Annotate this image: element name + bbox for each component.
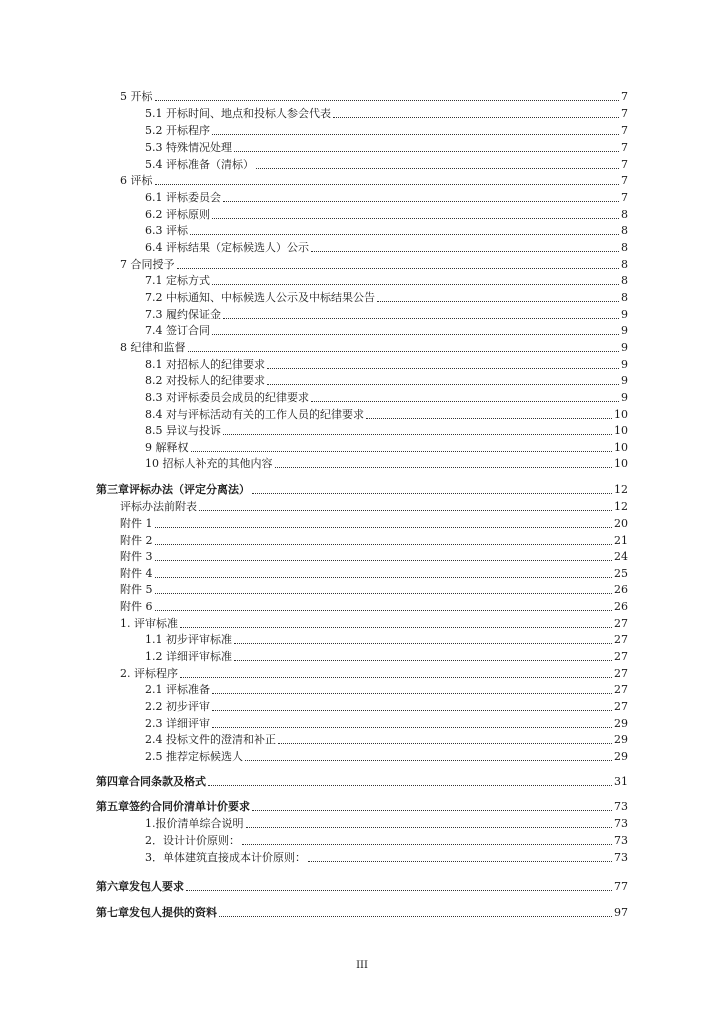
toc-dot-leader	[199, 510, 612, 511]
toc-chapter-entry[interactable]	[96, 773, 628, 789]
toc-dot-leader	[333, 117, 619, 118]
toc-dot-leader	[155, 544, 613, 545]
toc-dot-leader	[275, 467, 613, 468]
toc-entry-title: 5.2 开标程序	[145, 124, 210, 137]
toc-page-number: 27	[614, 617, 628, 630]
toc-entry[interactable]	[145, 122, 628, 138]
toc-page-number: 29	[614, 717, 628, 730]
toc-entry-title: 5.3 特殊情况处理	[145, 141, 232, 154]
toc-page-number: 27	[614, 683, 628, 696]
toc-chapter-entry[interactable]	[96, 798, 628, 814]
toc-page-number: 7	[621, 141, 628, 154]
toc-entry-title: 附件 5	[120, 583, 153, 596]
toc-page-number: 8	[621, 258, 628, 271]
toc-page-number: 31	[614, 775, 628, 788]
toc-page-number: 10	[614, 408, 628, 421]
toc-entry[interactable]	[145, 272, 628, 288]
toc-page-number: 7	[621, 107, 628, 120]
toc-entry[interactable]	[145, 356, 628, 372]
toc-page-number: 27	[614, 667, 628, 680]
toc-entry-title: 7.1 定标方式	[145, 274, 210, 287]
toc-chapter-entry[interactable]	[96, 878, 628, 894]
toc-dot-leader	[308, 861, 612, 862]
toc-dot-leader	[223, 434, 612, 435]
toc-chapter-entry[interactable]	[96, 481, 628, 497]
toc-page-number: 8	[621, 208, 628, 221]
toc-entry[interactable]	[145, 698, 628, 714]
toc-dot-leader	[252, 810, 612, 811]
toc-entry[interactable]	[145, 222, 628, 238]
toc-entry-title: 8.3 对评标委员会成员的纪律要求	[145, 391, 309, 404]
toc-dot-leader	[186, 890, 612, 891]
toc-dot-leader	[234, 643, 612, 644]
toc-entry[interactable]	[120, 565, 628, 581]
toc-dot-leader	[223, 318, 619, 319]
toc-page-number: 9	[621, 341, 628, 354]
toc-entry-title: 7 合同授予	[120, 258, 175, 271]
toc-page-number: 10	[614, 457, 628, 470]
toc-entry-title: 2.1 评标准备	[145, 683, 210, 696]
toc-dot-leader	[212, 284, 619, 285]
toc-entry-title: 第七章发包人提供的资料	[96, 906, 217, 919]
toc-dot-leader	[155, 593, 613, 594]
toc-entry[interactable]	[120, 598, 628, 614]
page-number-footer: III	[356, 960, 368, 971]
toc-entry[interactable]	[145, 731, 628, 747]
toc-page-number: 26	[614, 600, 628, 613]
toc-entry[interactable]	[145, 239, 628, 255]
toc-dot-leader	[245, 760, 612, 761]
toc-entry[interactable]	[120, 665, 628, 681]
toc-page-number: 25	[614, 567, 628, 580]
toc-page-number: 73	[614, 800, 628, 813]
toc-dot-leader	[242, 844, 612, 845]
toc-dot-leader	[234, 660, 612, 661]
toc-dot-leader	[155, 577, 613, 578]
toc-dot-leader	[212, 134, 619, 135]
toc-page-number: 8	[621, 241, 628, 254]
toc-entry[interactable]	[145, 139, 628, 155]
toc-dot-leader	[311, 401, 619, 402]
toc-entry-title: 2．设计计价原则：	[145, 834, 240, 847]
toc-entry[interactable]	[120, 615, 628, 631]
toc-entry-title: 2. 评标程序	[120, 667, 178, 680]
toc-dot-leader	[155, 527, 613, 528]
toc-page-number: 8	[621, 274, 628, 287]
toc-page-number: 7	[621, 158, 628, 171]
toc-entry-title: 1. 评审标准	[120, 617, 178, 630]
toc-dot-leader	[180, 677, 612, 678]
toc-entry-title: 6 评标	[120, 174, 153, 187]
toc-entry[interactable]	[145, 648, 628, 664]
toc-entry-title: 第六章发包人要求	[96, 880, 184, 893]
toc-entry-title: 附件 1	[120, 517, 153, 530]
toc-entry-title: 附件 4	[120, 567, 153, 580]
toc-dot-leader	[212, 218, 619, 219]
toc-entry[interactable]	[120, 581, 628, 597]
toc-page-number: 8	[621, 291, 628, 304]
toc-dot-leader	[223, 201, 619, 202]
toc-entry-title: 5.4 评标准备（清标）	[145, 158, 254, 171]
toc-dot-leader	[188, 351, 620, 352]
toc-dot-leader	[256, 168, 619, 169]
toc-dot-leader	[155, 560, 613, 561]
toc-entry-title: 第三章评标办法（评定分离法）	[96, 483, 250, 496]
toc-dot-leader	[180, 627, 612, 628]
toc-dot-leader	[212, 334, 619, 335]
toc-dot-leader	[177, 268, 620, 269]
toc-entry[interactable]	[120, 172, 628, 188]
toc-dot-leader	[212, 727, 612, 728]
toc-entry-title: 6.3 评标	[145, 224, 188, 237]
toc-entry[interactable]	[145, 748, 628, 764]
toc-entry-title: 9 解释权	[145, 441, 189, 454]
toc-dot-leader	[191, 451, 613, 452]
toc-entry-title: 2.2 初步评审	[145, 700, 210, 713]
toc-entry-title: 7.2 中标通知、中标候选人公示及中标结果公告	[145, 291, 375, 304]
toc-page-number: 27	[614, 650, 628, 663]
toc-entry[interactable]	[120, 339, 628, 355]
toc-page-number: 73	[614, 817, 628, 830]
toc-page-number: 12	[614, 500, 628, 513]
toc-entry-title: 6.1 评标委员会	[145, 191, 221, 204]
toc-chapter-entry[interactable]	[96, 904, 628, 920]
toc-entry-title: 附件 6	[120, 600, 153, 613]
toc-page-number: 10	[614, 441, 628, 454]
toc-entry[interactable]	[120, 498, 628, 514]
toc-page-number: 8	[621, 224, 628, 237]
toc-dot-leader	[278, 743, 612, 744]
toc-page-number: 21	[614, 534, 628, 547]
toc-dot-leader	[190, 234, 619, 235]
toc-page-number: 9	[621, 324, 628, 337]
toc-page-number: 73	[614, 834, 628, 847]
toc-page-number: 26	[614, 583, 628, 596]
toc-dot-leader	[267, 368, 619, 369]
toc-page-number: 24	[614, 550, 628, 563]
toc-entry-title: 1.2 详细评审标准	[145, 650, 232, 663]
toc-entry-title: 8.5 异议与投诉	[145, 424, 221, 437]
toc-entry-title: 5.1 开标时间、地点和投标人参会代表	[145, 107, 331, 120]
toc-entry[interactable]	[145, 715, 628, 731]
toc-page-number: 20	[614, 517, 628, 530]
toc-entry-title: 附件 3	[120, 550, 153, 563]
toc-entry-title: 8.1 对招标人的纪律要求	[145, 358, 265, 371]
toc-entry[interactable]	[145, 832, 628, 848]
toc-dot-leader	[246, 827, 613, 828]
toc-entry-title: 评标办法前附表	[120, 500, 197, 513]
toc-entry[interactable]	[120, 88, 628, 104]
toc-dot-leader	[155, 100, 620, 101]
toc-entry[interactable]	[145, 105, 628, 121]
toc-entry[interactable]	[120, 548, 628, 564]
toc-page-number: 27	[614, 633, 628, 646]
toc-entry[interactable]	[145, 439, 628, 455]
toc-page-number: 29	[614, 733, 628, 746]
toc-entry[interactable]	[145, 372, 628, 388]
toc-entry-title: 5 开标	[120, 90, 153, 103]
toc-entry-title: 2.4 投标文件的澄清和补正	[145, 733, 276, 746]
toc-entry-title: 3．单体建筑直接成本计价原则：	[145, 851, 306, 864]
toc-entry[interactable]	[145, 631, 628, 647]
toc-dot-leader	[212, 693, 612, 694]
toc-page-number: 7	[621, 124, 628, 137]
toc-entry-title: 第四章合同条款及格式	[96, 775, 206, 788]
toc-entry-title: 第五章签约合同价清单计价要求	[96, 800, 250, 813]
toc-dot-leader	[267, 384, 619, 385]
toc-entry-title: 8.2 对投标人的纪律要求	[145, 374, 265, 387]
toc-page-number: 77	[614, 880, 628, 893]
toc-page-number: 10	[614, 424, 628, 437]
toc-entry[interactable]	[145, 849, 628, 865]
toc-dot-leader	[234, 151, 619, 152]
toc-dot-leader	[212, 710, 612, 711]
toc-entry[interactable]	[145, 389, 628, 405]
toc-entry-title: 1.1 初步评审标准	[145, 633, 232, 646]
toc-entry-title: 7.4 签订合同	[145, 324, 210, 337]
toc-entry-title: 6.4 评标结果（定标候选人）公示	[145, 241, 309, 254]
toc-page-number: 9	[621, 374, 628, 387]
toc-entry-title: 1.报价清单综合说明	[145, 817, 244, 830]
toc-entry-title: 附件 2	[120, 534, 153, 547]
toc-entry[interactable]	[145, 306, 628, 322]
toc-page-number: 9	[621, 391, 628, 404]
toc-page-number: 73	[614, 851, 628, 864]
toc-page-number: 7	[621, 174, 628, 187]
toc-entry[interactable]	[145, 406, 628, 422]
toc-dot-leader	[311, 251, 619, 252]
toc-page-number: 7	[621, 191, 628, 204]
toc-entry[interactable]	[145, 422, 628, 438]
toc-entry[interactable]	[120, 515, 628, 531]
toc-entry[interactable]	[145, 206, 628, 222]
toc-entry[interactable]	[145, 189, 628, 205]
toc-dot-leader	[208, 785, 612, 786]
toc-entry-title: 8 纪律和监督	[120, 341, 186, 354]
toc-entry[interactable]	[145, 455, 628, 471]
toc-page-number: 7	[621, 90, 628, 103]
toc-page-number: 27	[614, 700, 628, 713]
toc-entry-title: 8.4 对与评标活动有关的工作人员的纪律要求	[145, 408, 364, 421]
toc-dot-leader	[377, 301, 619, 302]
toc-entry-title: 6.2 评标原则	[145, 208, 210, 221]
toc-dot-leader	[155, 184, 620, 185]
toc-dot-leader	[155, 610, 613, 611]
toc-page-number: 12	[614, 483, 628, 496]
toc-entry[interactable]	[145, 322, 628, 338]
toc-page-number: 9	[621, 358, 628, 371]
toc-page-number: 29	[614, 750, 628, 763]
toc-entry-title: 7.3 履约保证金	[145, 308, 221, 321]
toc-dot-leader	[219, 916, 612, 917]
toc-entry[interactable]	[145, 289, 628, 305]
toc-entry[interactable]	[145, 681, 628, 697]
toc-dot-leader	[366, 418, 612, 419]
toc-entry[interactable]	[120, 532, 628, 548]
toc-page-number: 9	[621, 308, 628, 321]
toc-entry-title: 10 招标人补充的其他内容	[145, 457, 273, 470]
toc-page-number: 97	[614, 906, 628, 919]
toc-entry-title: 2.3 详细评审	[145, 717, 210, 730]
toc-dot-leader	[252, 493, 612, 494]
toc-entry[interactable]	[120, 256, 628, 272]
toc-entry-title: 2.5 推荐定标候选人	[145, 750, 243, 763]
toc-entry[interactable]	[145, 815, 628, 831]
toc-entry[interactable]	[145, 156, 628, 172]
